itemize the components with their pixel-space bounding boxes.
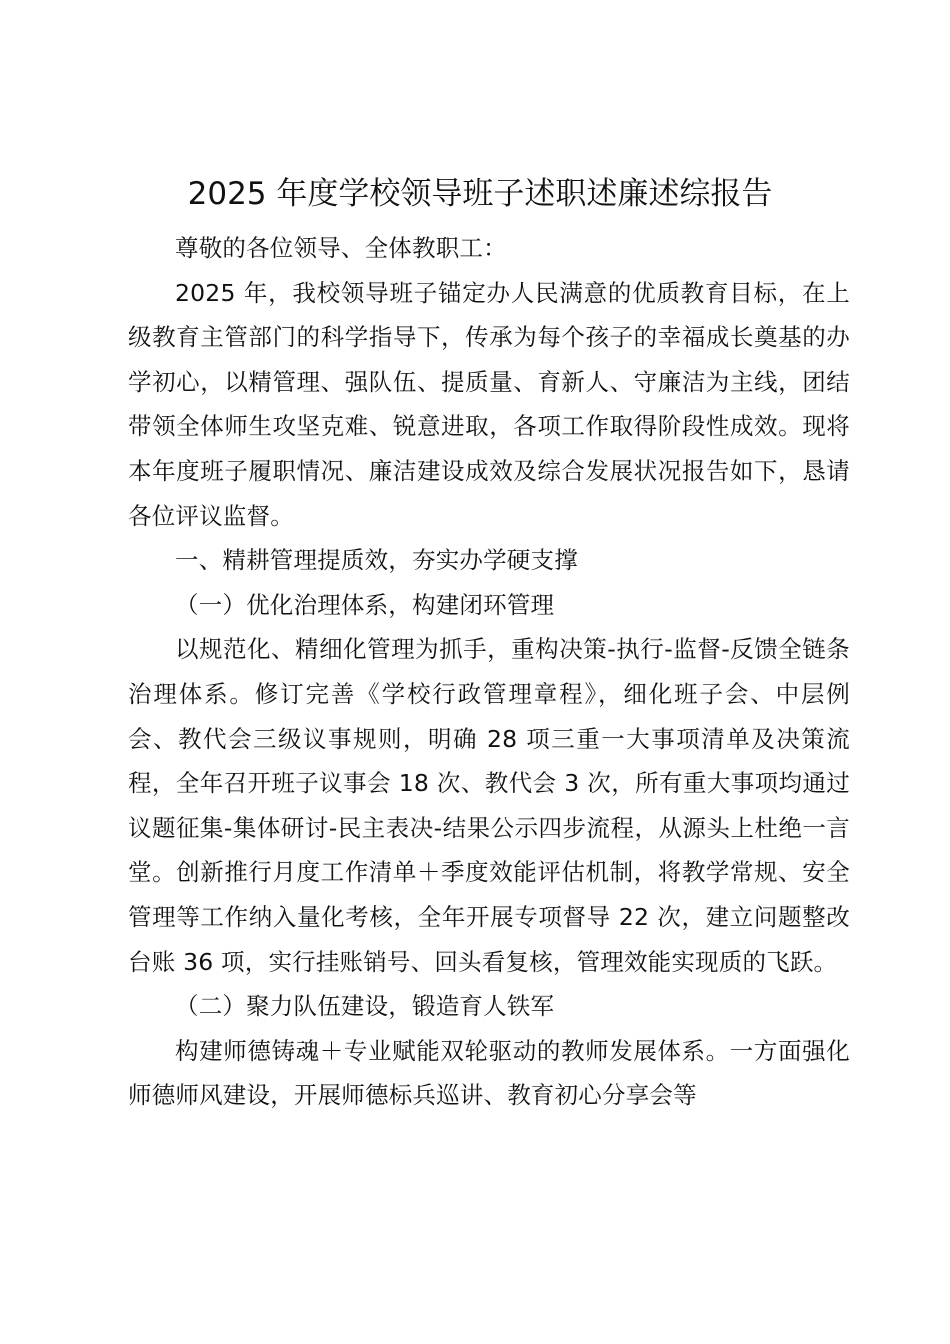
salutation: 尊敬的各位领导、全体教职工：	[175, 234, 507, 262]
section-heading-1: 一、精耕管理提质效，夯实办学硬支撑	[175, 546, 578, 575]
intro-paragraph: 2025 年，我校领导班子锚定办人民满意的优质教育目标，在上级教育主管部门的科学指导下，传承为每个孩子的幸福成长奠基的办学初心，以精管理、强队伍、提质量、育新人、守廉洁为主线，团结带领全体师生攻坚克难、锐意进取，各项工作取得阶段性成效。现将本年度班子履职情况、廉洁建设成效及综合发展状况报告如下，恳请各位评议监督。	[128, 278, 850, 530]
document-title: 2025 年度学校领导班子述职述廉述综报告	[187, 176, 773, 212]
document-body	[128, 226, 850, 1118]
subsection-paragraph-1: 以规范化、精细化管理为抓手，重构决策-执行-监督-反馈全链条治理体系。修订完善《学校行政管理章程》，细化班子会、中层例会、教代会三级议事规则，明确 28 项三重一大事项清单及决策流程，全年召开班子议事会 18 次、教代会 3 次，所有重大事项均通过议题征集-集体研讨-民主表决-结果公示四步流程，从源头上杜绝一言堂。创新推行月度工作清单＋季度效能评估机制，将教学常规、安全管理等工作纳入量化考核，全年开展专项督导 22 次，建立问题整改台账 36 项，实行挂账销号、回头看复核，管理效能实现质的飞跃。	[128, 635, 850, 976]
subsection-heading-1: （一）优化治理体系，构建闭环管理	[175, 590, 555, 619]
subsection-heading-2: （二）聚力队伍建设，锻造育人铁军	[175, 992, 555, 1021]
subsection-paragraph-2: 构建师德铸魂＋专业赋能双轮驱动的教师发展体系。一方面强化师德师风建设，开展师德标兵巡讲、教育初心分享会等	[128, 1036, 850, 1110]
